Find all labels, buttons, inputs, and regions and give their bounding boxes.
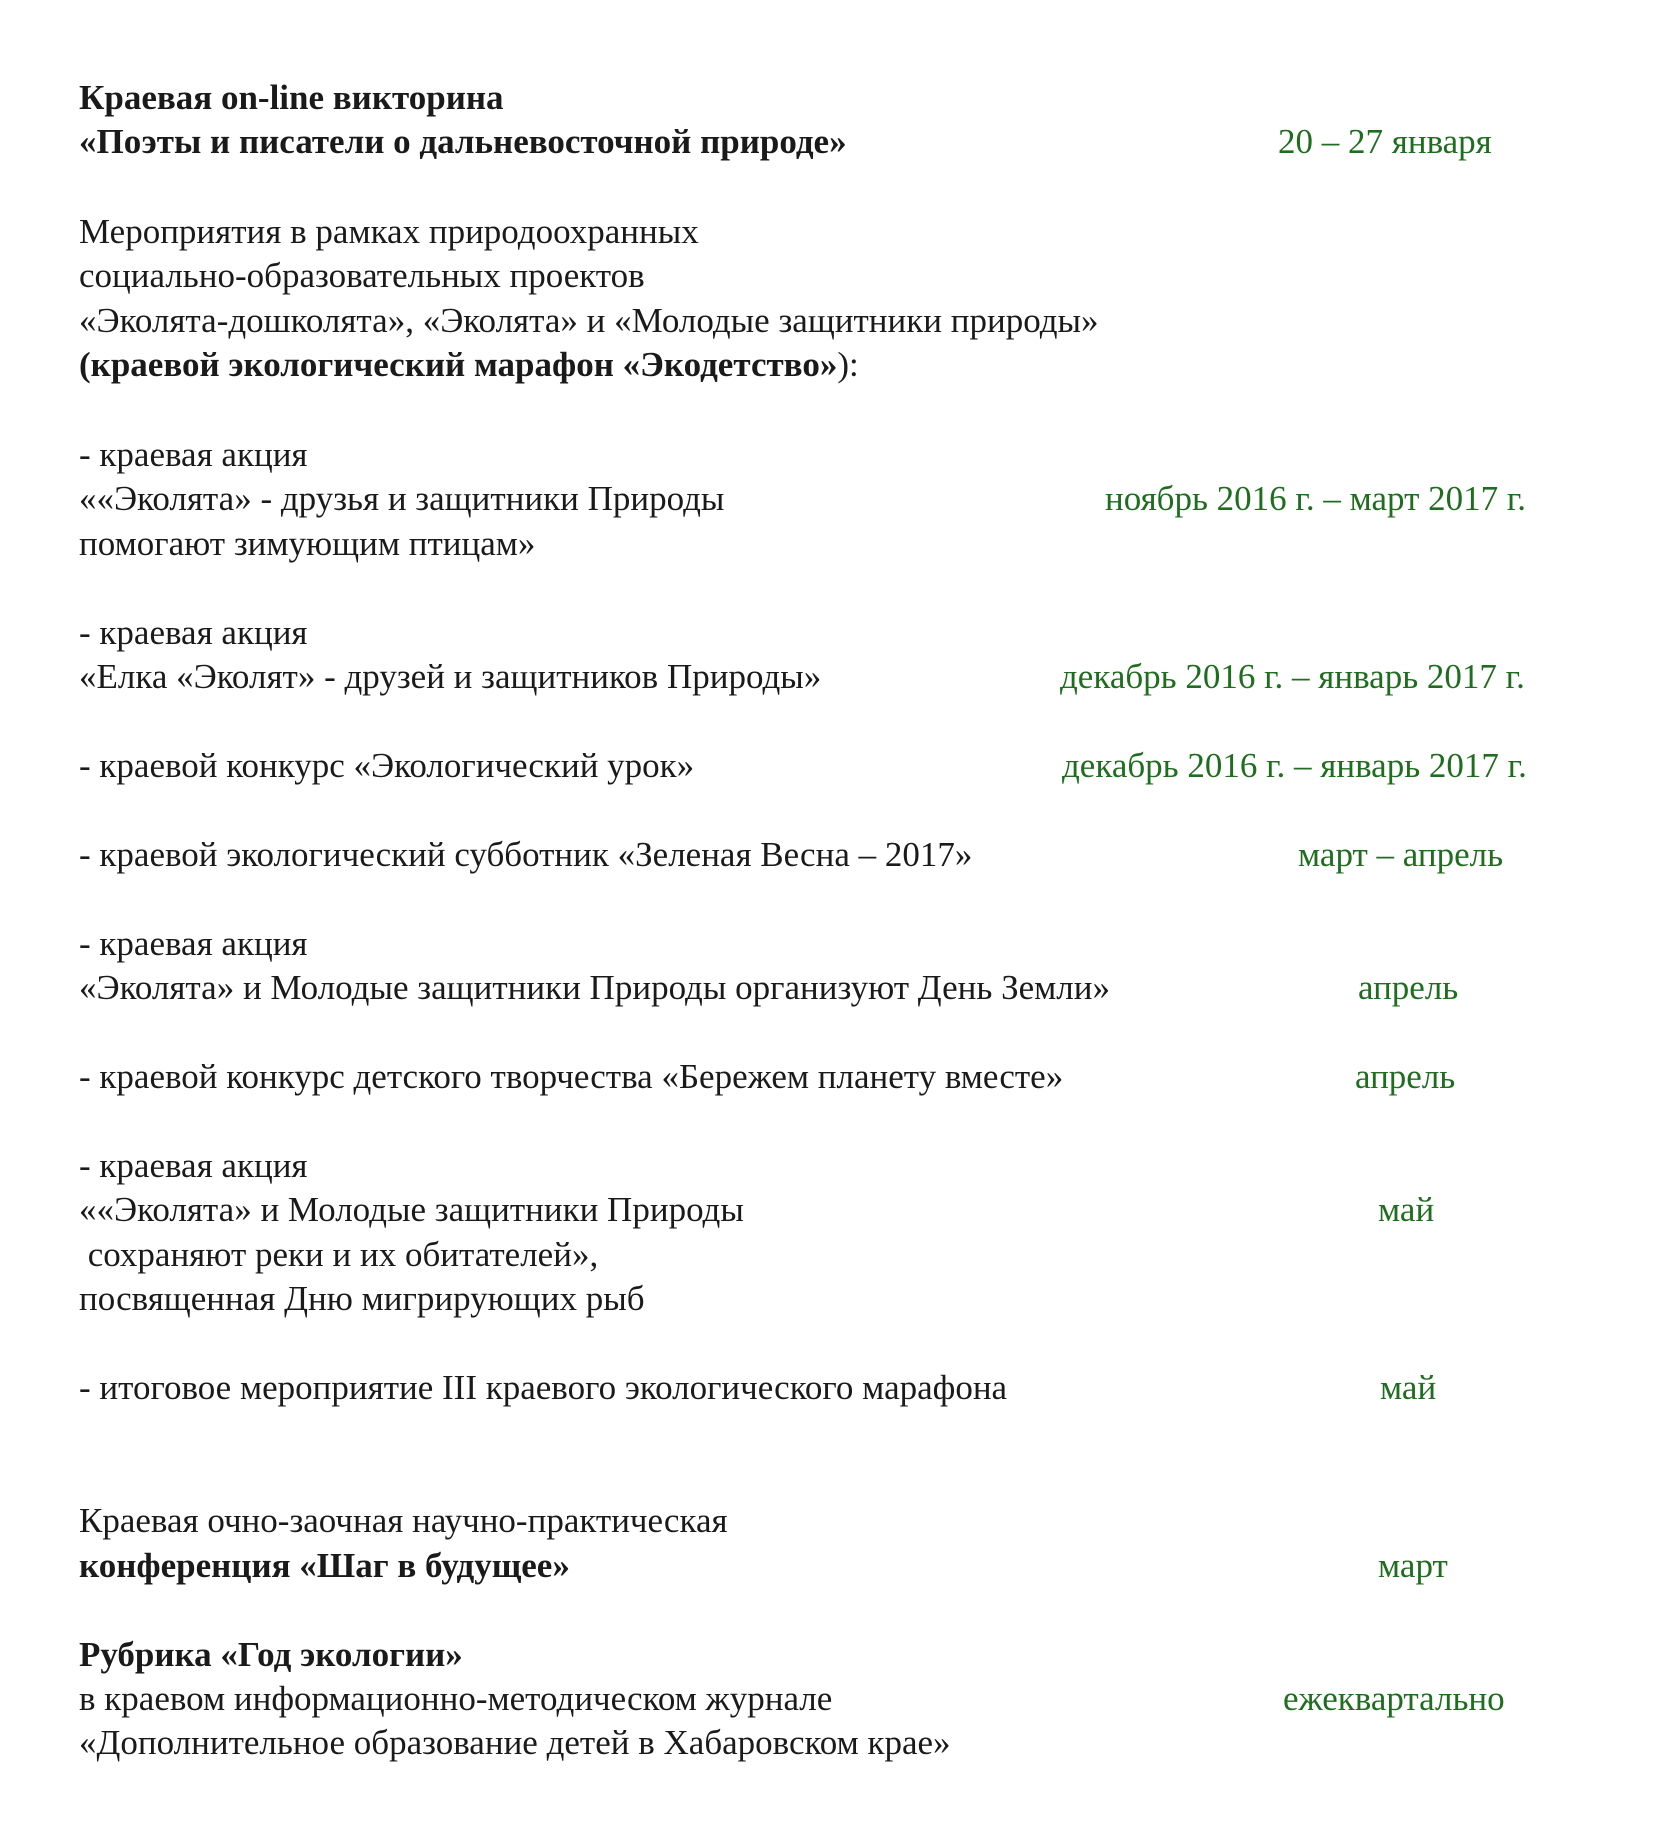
- quiz-title-line-1: Краевая on-line викторина: [79, 78, 504, 117]
- event-5-date: апрель: [1358, 968, 1459, 1007]
- rubric-line-2: в краевом информационно-методическом журнале: [79, 1679, 833, 1718]
- event-6-line-1: - краевой конкурс детского творчества «Бережем планету вместе»: [79, 1057, 1064, 1096]
- event-3-date: декабрь 2016 г. – январь 2017 г.: [1062, 746, 1527, 785]
- event-1-line-1: - краевая акция: [79, 435, 308, 474]
- event-7-line-3: сохраняют реки и их обитателей»,: [79, 1235, 599, 1274]
- event-7-line-1: - краевая акция: [79, 1146, 308, 1185]
- intro-line-1: Мероприятия в рамках природоохранных: [79, 212, 699, 251]
- rubric-line-3: «Дополнительное образование детей в Хабаровском крае»: [79, 1723, 951, 1762]
- event-2-line-2: «Елка «Эколят» - друзей и защитников Природы»: [79, 657, 822, 696]
- event-7-line-4: посвященная Дню мигрирующих рыб: [79, 1279, 645, 1318]
- event-8-date: май: [1380, 1368, 1437, 1407]
- intro-line-4-tail: ):: [837, 345, 859, 384]
- intro-line-3: «Эколята-дошколята», «Эколята» и «Молодые защитники природы»: [79, 301, 1099, 340]
- conference-line-2: конференция «Шаг в будущее»: [79, 1546, 570, 1585]
- event-7-line-2: ««Эколята» и Молодые защитники Природы: [79, 1190, 744, 1229]
- intro-line-4: [79, 343, 859, 387]
- event-6-date: апрель: [1355, 1057, 1456, 1096]
- event-4-date: март – апрель: [1298, 835, 1504, 874]
- intro-line-2: социально-образовательных проектов: [79, 256, 645, 295]
- marathon-name: (краевой экологический марафон «Экодетство»: [79, 345, 838, 384]
- quiz-date: 20 – 27 января: [1278, 122, 1492, 161]
- event-7-date: май: [1378, 1190, 1435, 1229]
- conference-date: март: [1378, 1546, 1448, 1585]
- event-4-line-1: - краевой экологический субботник «Зеленая Весна – 2017»: [79, 835, 973, 874]
- quiz-title-line-2: «Поэты и писатели о дальневосточной природе»: [79, 122, 847, 161]
- event-2-line-1: - краевая акция: [79, 613, 308, 652]
- event-3-line-1: - краевой конкурс «Экологический урок»: [79, 746, 695, 785]
- event-5-line-2: «Эколята» и Молодые защитники Природы организуют День Земли»: [79, 968, 1110, 1007]
- event-8-line-1: - итоговое мероприятие III краевого экологического марафона: [79, 1368, 1008, 1407]
- conference-line-1: Краевая очно-заочная научно-практическая: [79, 1501, 728, 1540]
- event-1-line-2: ««Эколята» - друзья и защитники Природы: [79, 479, 725, 518]
- event-5-line-1: - краевая акция: [79, 924, 308, 963]
- event-2-date: декабрь 2016 г. – январь 2017 г.: [1060, 657, 1525, 696]
- event-1-line-3: помогают зимующим птицам»: [79, 524, 536, 563]
- event-1-date: ноябрь 2016 г. – март 2017 г.: [1105, 479, 1527, 518]
- rubric-date: ежеквартально: [1283, 1679, 1505, 1718]
- rubric-title: Рубрика «Год экологии»: [79, 1635, 463, 1674]
